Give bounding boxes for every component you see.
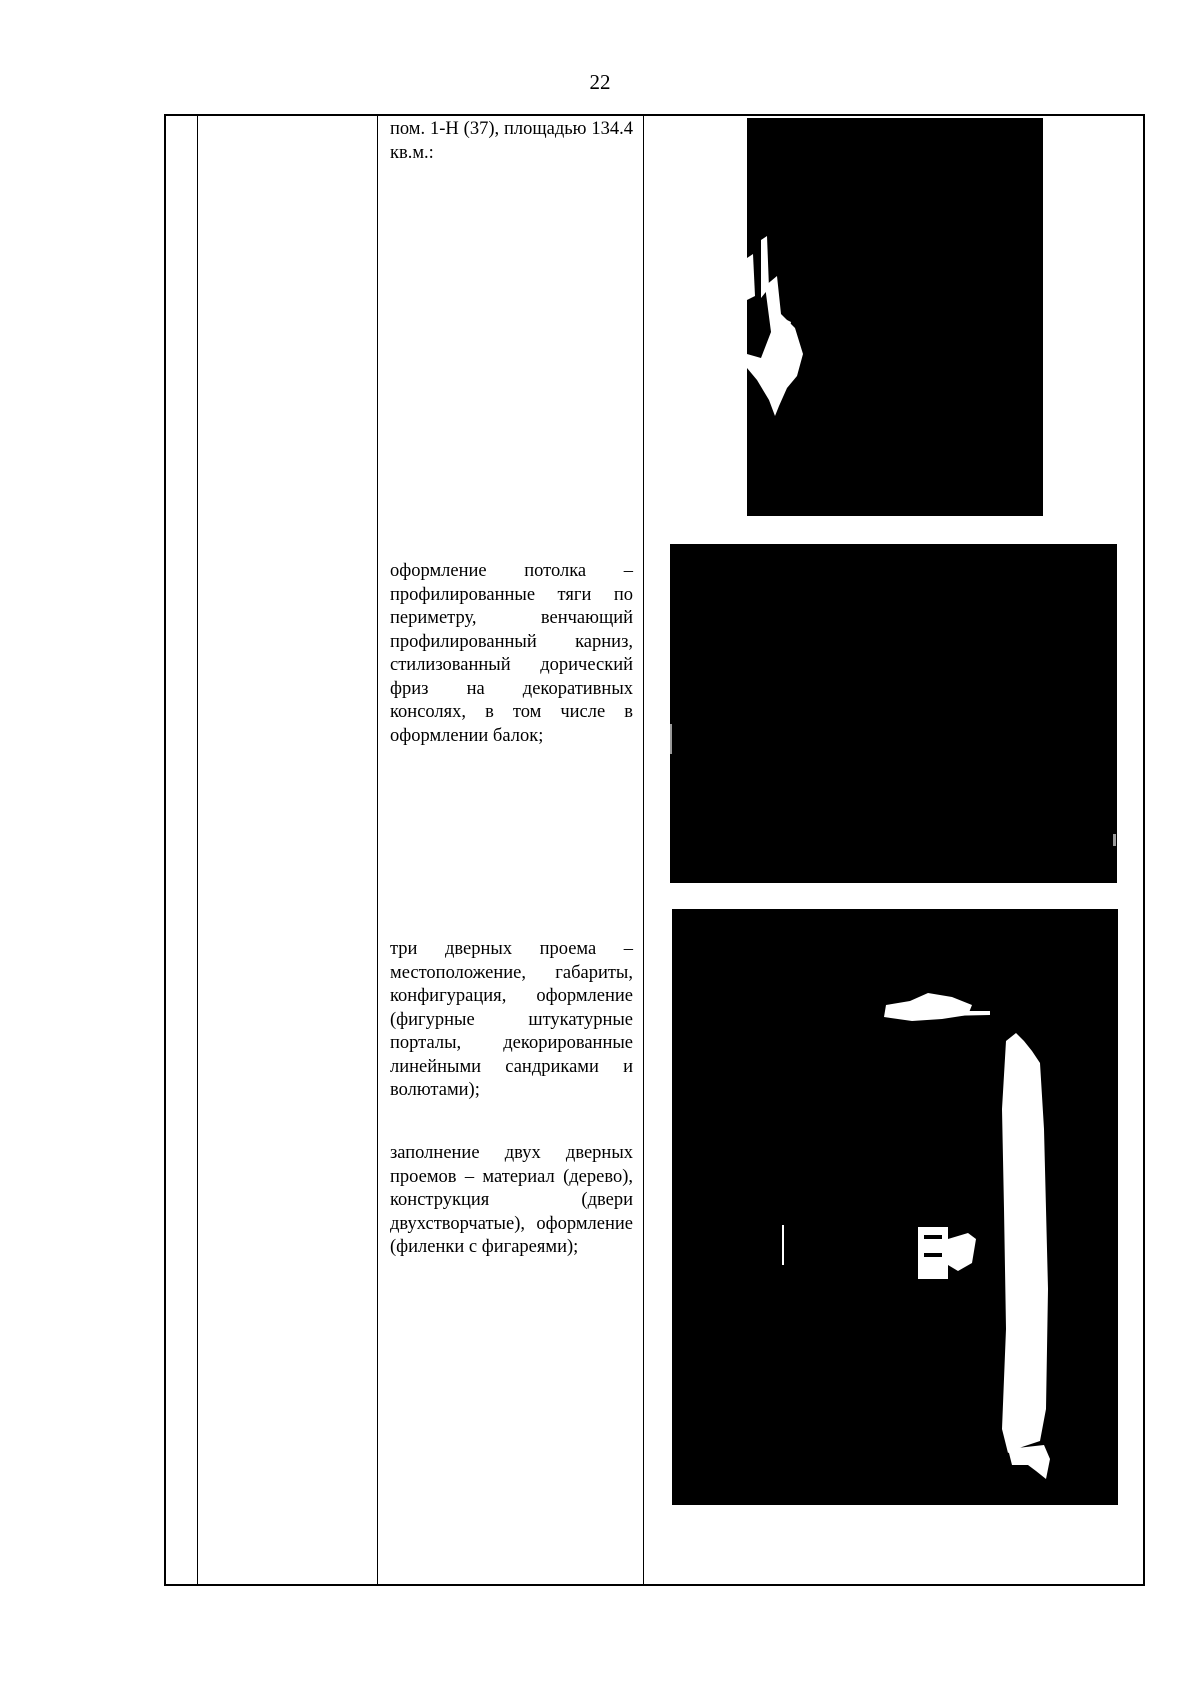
doorways-description: три дверных проема – местоположение, габариты, конфигурация, оформление (фигурные штукатурные порталы, декорированные линейными сандриками и волютами);: [390, 939, 633, 1100]
column-divider: [197, 116, 198, 1584]
doorway-photo: [672, 909, 1118, 1505]
room-description: пом. 1-Н (37), площадью 134.4 кв.м.:: [390, 119, 633, 163]
document-table: [164, 114, 1145, 1586]
column-divider: [377, 116, 378, 1584]
column-divider: [643, 116, 644, 1584]
ceiling-description: оформление потолка – профилированные тяги по периметру, венчающий профилированный карниз, стилизованный дорический фриз на декоративных консолях, в том числе в оформлении балок;: [390, 561, 633, 746]
room-photo: [747, 118, 1043, 516]
door-fill-description: заполнение двух дверных проемов – материал (дерево), конструкция (двери двухстворчатые), оформление (филенки с фигареями);: [390, 1143, 633, 1257]
page-number: 22: [589, 70, 611, 94]
ceiling-photo: [670, 544, 1117, 883]
